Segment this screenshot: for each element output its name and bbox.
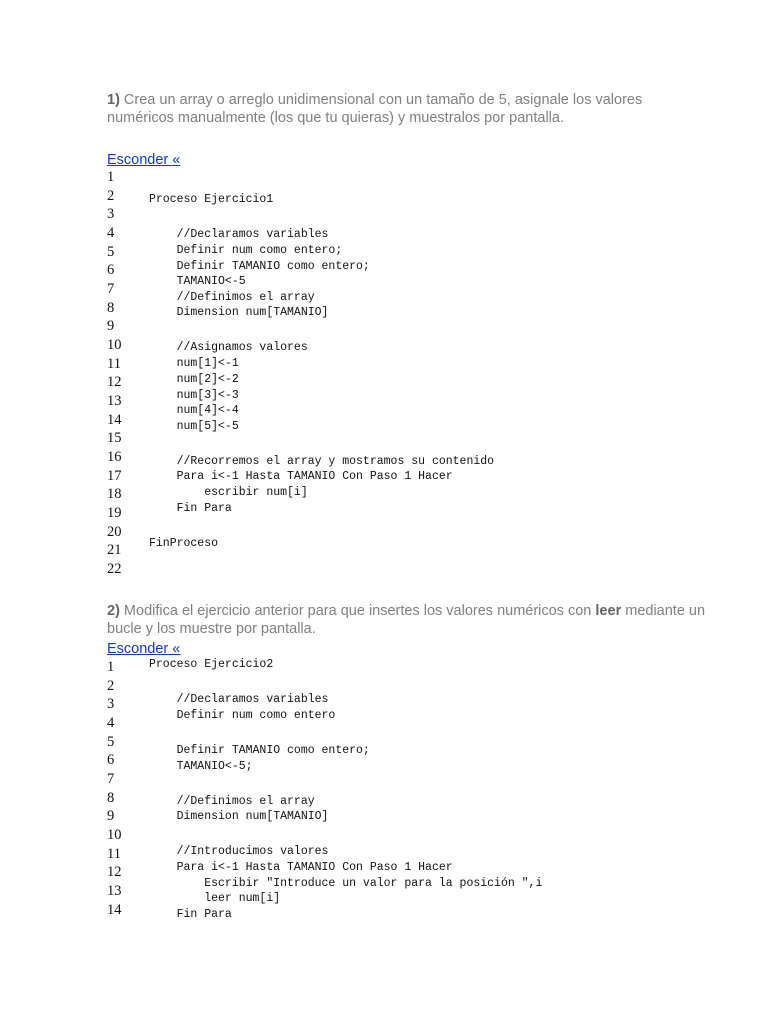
code-line: num[3]<-3 xyxy=(149,389,239,402)
line-number: 15 xyxy=(107,430,122,446)
line-number: 22 xyxy=(107,561,122,577)
exercise-2-text-part1: Modifica el ejercicio anterior para que insertes los valores numéricos con xyxy=(119,603,596,619)
code-line: Para i<-1 Hasta TAMANIO Con Paso 1 Hacer xyxy=(149,861,453,874)
code-line: Dimension num[TAMANIO] xyxy=(149,810,329,823)
code-line: //Introducimos valores xyxy=(149,845,329,858)
code-line: num[5]<-5 xyxy=(149,420,239,433)
line-number: 4 xyxy=(107,715,115,731)
code-line: //Declaramos variables xyxy=(149,693,329,706)
hide-code-toggle-2[interactable]: Esconder « xyxy=(107,641,181,657)
line-number: 4 xyxy=(107,225,115,241)
line-number: 10 xyxy=(107,337,122,353)
line-number: 3 xyxy=(107,696,115,712)
line-number: 12 xyxy=(107,864,122,880)
exercise-1-text: Crea un array o arreglo unidimensional con un tamaño de 5, asignale los valores numéricos manualmente (los que tu quieras) y muestralos por pantalla. xyxy=(107,92,643,126)
code-line: //Declaramos variables xyxy=(149,228,329,241)
line-number: 3 xyxy=(107,206,115,222)
line-number: 6 xyxy=(107,752,115,768)
code-line: leer num[i] xyxy=(149,892,281,905)
code-line: Proceso Ejercicio2 xyxy=(149,658,274,671)
code-line: //Asignamos valores xyxy=(149,341,308,354)
exercise-1-number: 1) xyxy=(107,92,120,108)
code-line: Definir TAMANIO como entero; xyxy=(149,260,370,273)
code-listing-1 xyxy=(149,169,495,550)
line-number: 6 xyxy=(107,262,115,278)
exercise-2-keyword: leer xyxy=(595,603,622,619)
line-number: 1 xyxy=(107,169,115,185)
code-line: Definir num como entero; xyxy=(149,244,343,257)
line-number: 1 xyxy=(107,659,115,675)
code-line: TAMANIO<-5 xyxy=(149,275,246,288)
line-number: 13 xyxy=(107,883,122,899)
line-number: 9 xyxy=(107,808,115,824)
code-listing-2 xyxy=(149,658,543,921)
line-number: 12 xyxy=(107,374,122,390)
line-number: 2 xyxy=(107,188,115,204)
code-line: Definir TAMANIO como entero; xyxy=(149,744,370,757)
code-line: FinProceso xyxy=(149,537,219,550)
line-number: 5 xyxy=(107,734,115,750)
line-number: 8 xyxy=(107,300,115,316)
code-line: //Definimos el array xyxy=(149,795,315,808)
code-line: num[2]<-2 xyxy=(149,373,239,386)
line-number: 19 xyxy=(107,505,122,521)
line-number: 2 xyxy=(107,678,115,694)
line-number: 21 xyxy=(107,542,122,558)
line-number: 11 xyxy=(107,356,121,372)
code-line: escribir num[i] xyxy=(149,486,308,499)
code-line: Definir num como entero xyxy=(149,709,336,722)
code-line: TAMANIO<-5; xyxy=(149,760,253,773)
line-number: 9 xyxy=(107,318,115,334)
code-line: Para i<-1 Hasta TAMANIO Con Paso 1 Hacer xyxy=(149,470,453,483)
line-number: 14 xyxy=(107,412,122,428)
exercise-2-number: 2) xyxy=(107,603,120,619)
line-number: 11 xyxy=(107,846,121,862)
line-number: 13 xyxy=(107,393,122,409)
exercise-1-statement xyxy=(107,91,707,127)
code-line: Fin Para xyxy=(149,502,232,515)
code-line: Fin Para xyxy=(149,908,232,921)
code-line: num[1]<-1 xyxy=(149,357,239,370)
line-number: 16 xyxy=(107,449,122,465)
exercise-2 xyxy=(107,602,707,921)
code-line: Proceso Ejercicio1 xyxy=(149,193,274,206)
code-line: Dimension num[TAMANIO] xyxy=(149,306,329,319)
line-number: 20 xyxy=(107,524,122,540)
code-line: //Recorremos el array y mostramos su contenido xyxy=(149,455,495,468)
exercise-2-text-part2: mediante un bucle y los muestre por pantalla. xyxy=(107,603,706,637)
line-number: 18 xyxy=(107,486,122,502)
line-number: 17 xyxy=(107,468,122,484)
code-line: Escribir "Introduce un valor para la posición ",i xyxy=(149,877,543,890)
line-number: 5 xyxy=(107,244,115,260)
line-number: 14 xyxy=(107,902,122,918)
code-line: num[4]<-4 xyxy=(149,404,239,417)
exercise-1 xyxy=(107,91,707,577)
code-line: //Definimos el array xyxy=(149,291,315,304)
exercise-2-statement xyxy=(107,602,707,638)
line-number: 7 xyxy=(107,771,115,787)
line-number: 10 xyxy=(107,827,122,843)
line-number: 8 xyxy=(107,790,115,806)
hide-code-toggle-1[interactable]: Esconder « xyxy=(107,152,181,168)
line-number: 7 xyxy=(107,281,115,297)
